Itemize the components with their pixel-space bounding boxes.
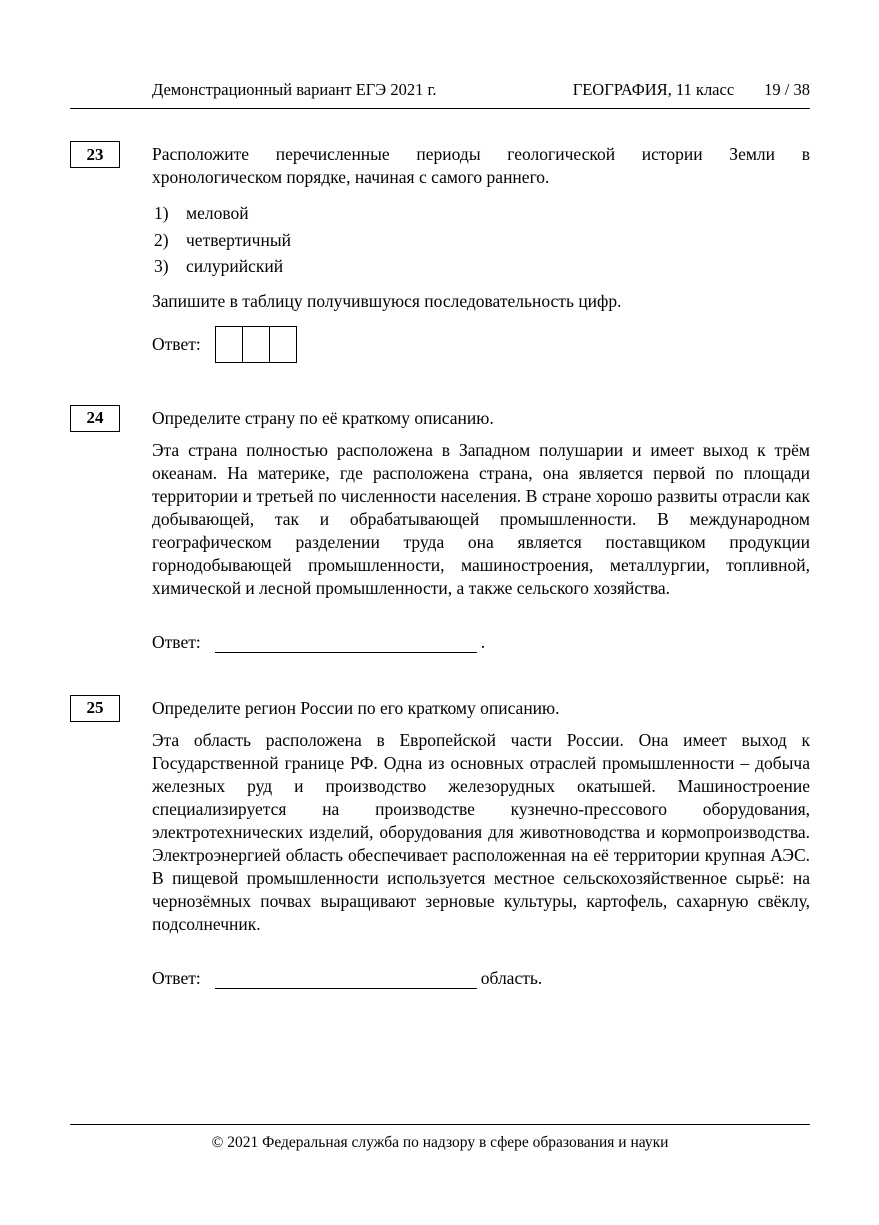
- option-number: 3): [154, 256, 169, 276]
- question-number-badge: 24: [70, 405, 120, 432]
- question-number-badge: 25: [70, 695, 120, 722]
- header-subject: ГЕОГРАФИЯ, 11 класс: [572, 80, 735, 99]
- answer-cell: [269, 326, 297, 363]
- option-item: [154, 227, 810, 254]
- option-number: 1): [154, 203, 169, 223]
- option-text: четвертичный: [186, 229, 291, 250]
- answer-suffix: .: [480, 631, 486, 652]
- page-number: 19 / 38: [764, 80, 810, 99]
- question-25: [86, 697, 810, 989]
- answer-label: Ответ:: [152, 631, 201, 652]
- answer-row: [152, 968, 810, 989]
- footer-divider: [70, 1124, 810, 1125]
- page-footer: [70, 1124, 810, 1152]
- page-header: [70, 80, 810, 108]
- answer-blank-line: [215, 633, 477, 653]
- answer-label: Ответ:: [152, 333, 201, 354]
- answer-cell: [215, 326, 243, 363]
- answer-table: [215, 326, 296, 363]
- answer-row: [152, 632, 810, 653]
- question-prompt: Определите страну по её краткому описанию.: [152, 407, 494, 428]
- option-number: 2): [154, 229, 169, 250]
- question-23: [86, 143, 810, 363]
- answer-cell: [242, 326, 270, 363]
- answer-row: [152, 326, 810, 363]
- question-body: Эта страна полностью расположена в Западном полушарии и имеет выход к трём океанам. На материке, где расположена страна, она является первой по площади территории и третьей по численности населения. В стране хорошо развиты отрасли как добывающей, так и обрабатывающей промышленности. В международном географическом разделении труда она является поставщиком продукции горнодобывающей промышленности, машиностроения, металлургии, топливной, химической и лесной промышленности, а также сельского хозяйства.: [152, 439, 810, 598]
- question-instruction: Запишите в таблицу получившуюся последовательность цифр.: [152, 290, 622, 311]
- option-list: [154, 200, 810, 280]
- content-column: [70, 109, 810, 989]
- question-24: [86, 407, 810, 653]
- question-prompt: Расположите перечисленные периоды геологической истории Земли в хронологическом порядке, начиная с самого раннего.: [152, 144, 810, 187]
- option-item: [154, 253, 810, 280]
- question-prompt: Определите регион России по его краткому описанию.: [152, 697, 560, 718]
- header-document-title: Демонстрационный вариант ЕГЭ 2021 г.: [152, 80, 437, 99]
- question-body: Эта область расположена в Европейской части России. Она имеет выход к Государственной границе РФ. Одна из основных отраслей промышленности – добыча железных руд и производство железорудных окатышей. Машиностроение специализируется на производстве кузнечно-прессового оборудования, электротехнических изделий, оборудования для животноводства и кормопроизводства. Электроэнергией область обеспечивает расположенная на её территории крупная АЭС. В пищевой промышленности используется местное сельскохозяйственное сырьё: на чернозёмных почвах выращивают зерновые культуры, картофель, сахарную свёклу, подсолнечник.: [152, 729, 810, 934]
- option-text: силурийский: [186, 256, 284, 276]
- answer-suffix: область.: [480, 967, 543, 988]
- answer-label: Ответ:: [152, 967, 201, 988]
- footer-copyright: © 2021 Федеральная служба по надзору в сфере образования и науки: [211, 1134, 669, 1151]
- option-text: меловой: [186, 203, 249, 223]
- question-number-badge: 23: [70, 141, 120, 168]
- answer-blank-line: [215, 969, 477, 989]
- option-item: [154, 200, 810, 227]
